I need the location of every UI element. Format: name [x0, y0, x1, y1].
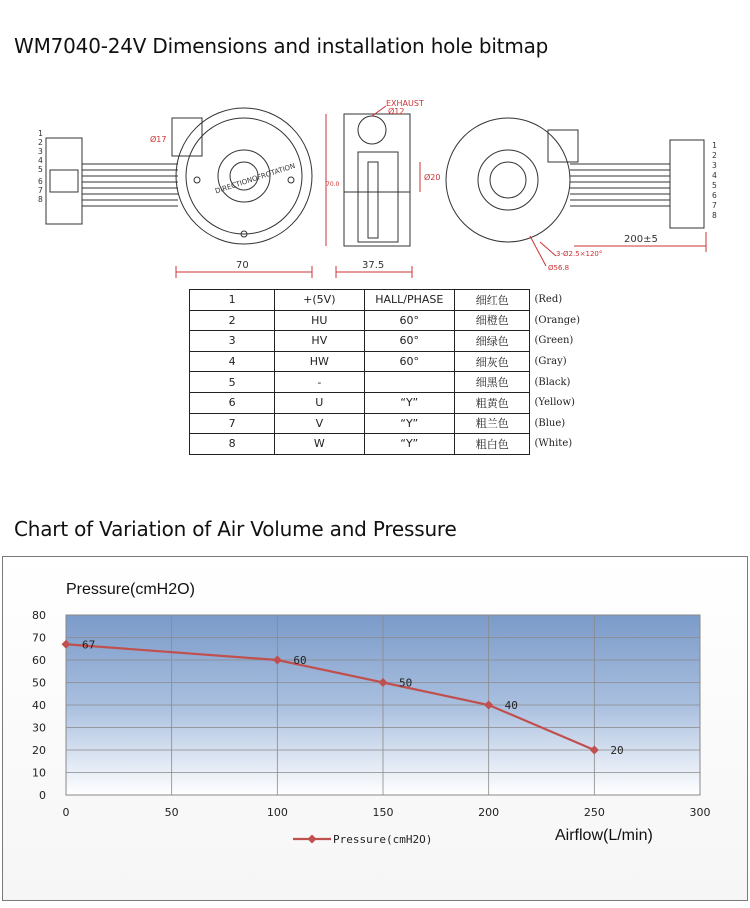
dim-37-5: 37.5 — [362, 260, 385, 271]
pin-table-cell: (Black) — [534, 376, 571, 388]
pin-table-cell: 6 — [190, 392, 275, 413]
pin-table-cell: (Gray) — [534, 356, 567, 368]
pin-number-right: 2 — [712, 151, 717, 160]
pin-table-cell: “Y” — [364, 392, 454, 413]
pin-number-right: 7 — [712, 201, 717, 210]
pin-table-cell: 7 — [190, 413, 275, 434]
pin-table-row — [190, 434, 581, 455]
pin-table-cell: “Y” — [364, 434, 454, 455]
y-tick-label: 50 — [32, 676, 46, 690]
d17-label: Ø17 — [150, 135, 167, 144]
pin-table-cell: W — [275, 434, 364, 455]
pin-number-left: 3 — [38, 147, 43, 156]
chart-container — [2, 556, 748, 901]
pin-table-cell: 60° — [364, 310, 454, 331]
chart-heading: Chart of Variation of Air Volume and Pressure — [14, 517, 457, 541]
dim-200: 200±5 — [624, 234, 658, 245]
pin-table-cell: 8 — [190, 434, 275, 455]
pin-table-cell: 细绿色 — [455, 331, 530, 352]
pin-number-right: 1 — [712, 141, 717, 150]
pin-table-cell: “Y” — [364, 413, 454, 434]
pin-number-right: 4 — [712, 171, 717, 180]
holes-label: 3-Ø2.5×120° — [556, 250, 603, 258]
pin-table-cell: HV — [275, 331, 364, 352]
pin-table-cell: (Yellow) — [534, 397, 575, 409]
pin-table-cell: 细灰色 — [455, 351, 530, 372]
pin-number-left: 8 — [38, 195, 43, 204]
pin-table-cell: (Green) — [534, 335, 574, 347]
pin-table-cell: (Blue) — [534, 417, 566, 429]
y-tick-label: 70 — [32, 631, 46, 645]
pin-table-cell: HALL/PHASE — [364, 290, 454, 311]
d56-label: Ø56.8 — [548, 264, 570, 272]
x-axis-label: Airflow(L/min) — [555, 827, 653, 844]
exhaust-dia: Ø12 — [388, 107, 405, 116]
pin-table-cell: 粗白色 — [455, 434, 530, 455]
pin-table-cell: 细橙色 — [455, 310, 530, 331]
x-tick-label: 250 — [583, 806, 605, 819]
page-title: WM7040-24V Dimensions and installation hole bitmap — [14, 34, 549, 58]
pin-number-right: 3 — [712, 161, 717, 170]
pin-table-row — [190, 290, 581, 311]
pin-table-cell: (White) — [534, 438, 573, 450]
pin-table-cell: - — [275, 372, 364, 393]
pin-table-cell: 3 — [190, 331, 275, 352]
d20-label: Ø20 — [424, 173, 441, 182]
pin-table-cell: +(5V) — [275, 290, 364, 311]
x-tick-label: 300 — [689, 806, 711, 819]
pin-table-cell: 4 — [190, 351, 275, 372]
dimension-drawing — [0, 92, 750, 284]
pin-table-cell: HU — [275, 310, 364, 331]
y-axis-label: Pressure(cmH2O) — [66, 581, 195, 598]
h70-label: 70.0 — [326, 181, 340, 188]
y-tick-label: 30 — [32, 721, 46, 735]
right-connector — [670, 140, 704, 228]
pin-table-cell: V — [275, 413, 364, 434]
x-tick-label: 0 — [62, 806, 70, 819]
pin-table-row — [190, 392, 581, 413]
pin-table-row — [190, 413, 581, 434]
legend-marker — [308, 835, 317, 844]
pin-number-left: 1 — [38, 129, 43, 138]
y-tick-label: 60 — [32, 654, 46, 667]
x-tick-label: 200 — [478, 806, 500, 819]
pin-table-cell: (Red) — [534, 294, 563, 306]
blower-side-view — [344, 114, 410, 246]
data-label: 67 — [82, 638, 96, 652]
y-tick-label: 80 — [32, 609, 46, 622]
blower-front-view — [176, 108, 312, 244]
pin-number-left: 5 — [38, 165, 43, 174]
pin-table-cell: 60° — [364, 331, 454, 352]
pin-table-cell — [364, 372, 454, 393]
pin-table-row — [190, 331, 581, 352]
pin-number-right: 8 — [712, 211, 717, 220]
x-tick-label: 100 — [266, 806, 288, 819]
pin-table-cell: 细黑色 — [455, 372, 530, 393]
pin-table-cell: HW — [275, 351, 364, 372]
pressure-airflow-chart — [3, 557, 747, 900]
pin-table-cell: 5 — [190, 372, 275, 393]
pin-table-cell: 细红色 — [455, 290, 530, 311]
y-tick-label: 20 — [32, 744, 46, 757]
dim-70: 70 — [236, 260, 249, 271]
pin-number-left: 6 — [38, 177, 43, 186]
rotation-label: DIRECTIONOFROTATION — [214, 161, 297, 196]
y-tick-label: 0 — [39, 789, 46, 802]
y-tick-label: 40 — [32, 699, 46, 712]
pin-number-right: 6 — [712, 191, 717, 200]
pin-table-row — [190, 310, 581, 331]
pin-table-cell: 粗兰色 — [455, 413, 530, 434]
data-label: 50 — [399, 676, 413, 690]
pin-table-cell: 60° — [364, 351, 454, 372]
data-label: 60 — [293, 654, 307, 667]
pin-table-cell: 1 — [190, 290, 275, 311]
pin-table-cell: U — [275, 392, 364, 413]
pin-number-left: 2 — [38, 138, 43, 147]
pin-number-left: 4 — [38, 156, 43, 165]
pin-table-cell: (Orange) — [534, 314, 580, 326]
pin-number-right: 5 — [712, 181, 717, 190]
exhaust-label: EXHAUST — [386, 99, 424, 108]
pin-table-cell: 2 — [190, 310, 275, 331]
pin-table-row — [190, 351, 581, 372]
x-tick-label: 150 — [372, 806, 394, 819]
data-label: 20 — [610, 744, 624, 757]
legend-label: Pressure(cmH2O) — [333, 833, 433, 846]
left-connector — [46, 138, 82, 224]
x-tick-label: 50 — [164, 806, 179, 819]
pin-number-left: 7 — [38, 186, 43, 195]
pin-table — [189, 289, 581, 455]
blower-rear-view — [446, 118, 570, 242]
pin-table-row — [190, 372, 581, 393]
y-tick-label: 10 — [32, 766, 46, 780]
data-label: 40 — [504, 699, 518, 712]
pin-table-cell: 粗黄色 — [455, 392, 530, 413]
